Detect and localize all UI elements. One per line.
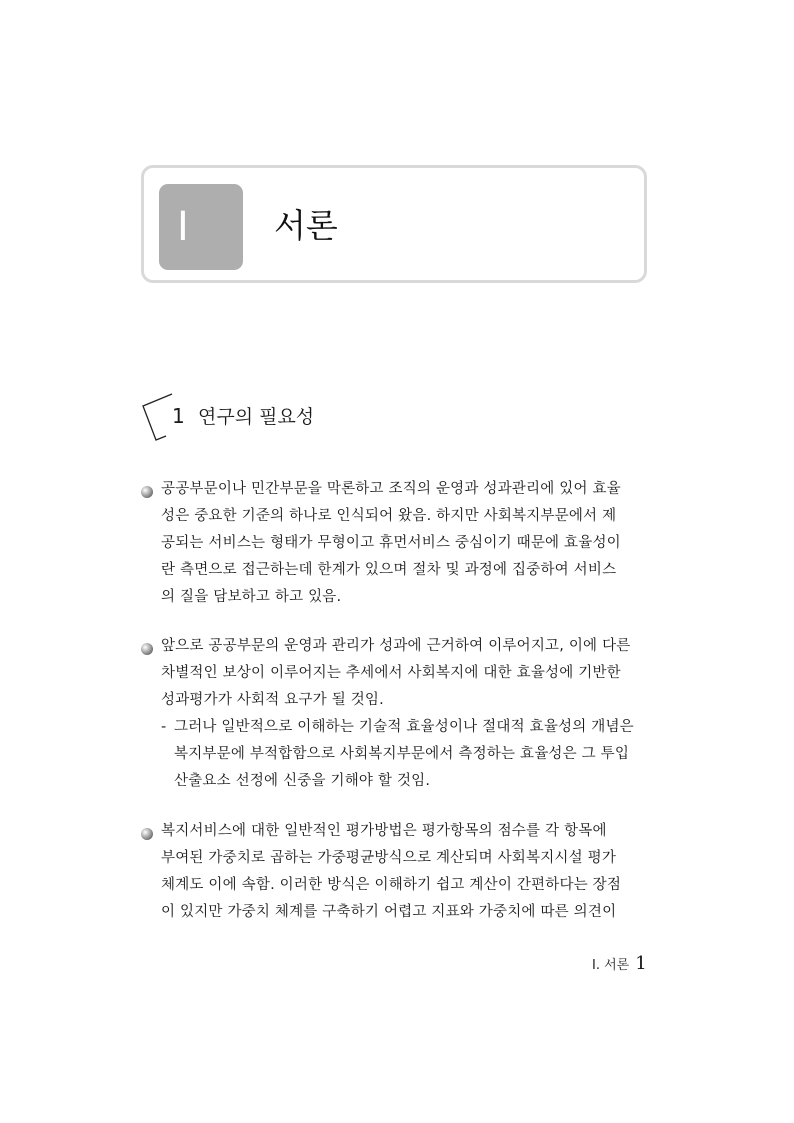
chapter-header-box xyxy=(141,165,647,283)
bullet-paragraph-3 xyxy=(140,822,660,932)
section-number: 1 xyxy=(172,404,185,428)
bullet-sphere-icon xyxy=(140,827,154,841)
section-title: 연구의 필요성 xyxy=(198,406,315,428)
bullet-sphere-icon xyxy=(140,642,154,656)
chapter-title: 서론 xyxy=(274,206,338,245)
sub-item-line: 그러나 일반적으로 이해하는 기술적 효율성이나 절대적 효율성의 개념은 xyxy=(174,719,634,735)
section-heading xyxy=(140,392,440,444)
paragraph-line: 이 있지만 가중치 체계를 구축하기 어렵고 지표와 가중치에 따른 의견이 xyxy=(161,904,617,920)
paragraph-line: 공되는 서비스는 형태가 무형이고 휴먼서비스 중심이기 때문에 효율성이 xyxy=(161,535,621,551)
paragraph-line: 란 측면으로 접근하는데 한계가 있으며 절차 및 과정에 집중하여 서비스 xyxy=(161,562,617,578)
page-footer xyxy=(592,952,647,976)
paragraph-line: 의 질을 담보하고 하고 있음. xyxy=(161,589,342,605)
bullet-paragraph-1 xyxy=(140,480,660,610)
paragraph-line: 성과평가가 사회적 요구가 될 것임. xyxy=(161,692,384,708)
paragraph-line: 복지서비스에 대한 일반적인 평가방법은 평가항목의 점수를 각 항목에 xyxy=(161,823,607,839)
paragraph-line: 차별적인 보상이 이루어지는 추세에서 사회복지에 대한 효율성에 기반한 xyxy=(161,665,621,681)
sub-item-line: 복지부문에 부적합함으로 사회복지부문에서 측정하는 효율성은 그 투입 xyxy=(174,746,630,762)
paragraph-line: 공공부문이나 민간부문을 막론하고 조직의 운영과 성과관리에 있어 효율 xyxy=(161,481,621,497)
footer-chapter-label: Ⅰ. 서론 xyxy=(592,958,630,973)
paragraph-line: 체계도 이에 속함. 이러한 방식은 이해하기 쉽고 계산이 간편하다는 장점 xyxy=(161,877,622,893)
chapter-number: I xyxy=(159,184,243,270)
paragraph-line: 부여된 가중치로 곱하는 가중평균방식으로 계산되며 사회복지시설 평가 xyxy=(161,850,617,866)
paragraph-line: 성은 중요한 기준의 하나로 인식되어 왔음. 하지만 사회복지부문에서 제 xyxy=(161,508,617,524)
bullet-sphere-icon xyxy=(140,485,154,499)
sub-item-line: 산출요소 선정에 신중을 기해야 할 것임. xyxy=(174,773,431,789)
paragraph-line: 앞으로 공공부문의 운영과 관리가 성과에 근거하여 이루어지고, 이에 다른 xyxy=(161,638,631,654)
page-number: 1 xyxy=(635,953,647,974)
bullet-paragraph-2 xyxy=(140,637,660,797)
sub-item-dash: - xyxy=(161,719,167,735)
